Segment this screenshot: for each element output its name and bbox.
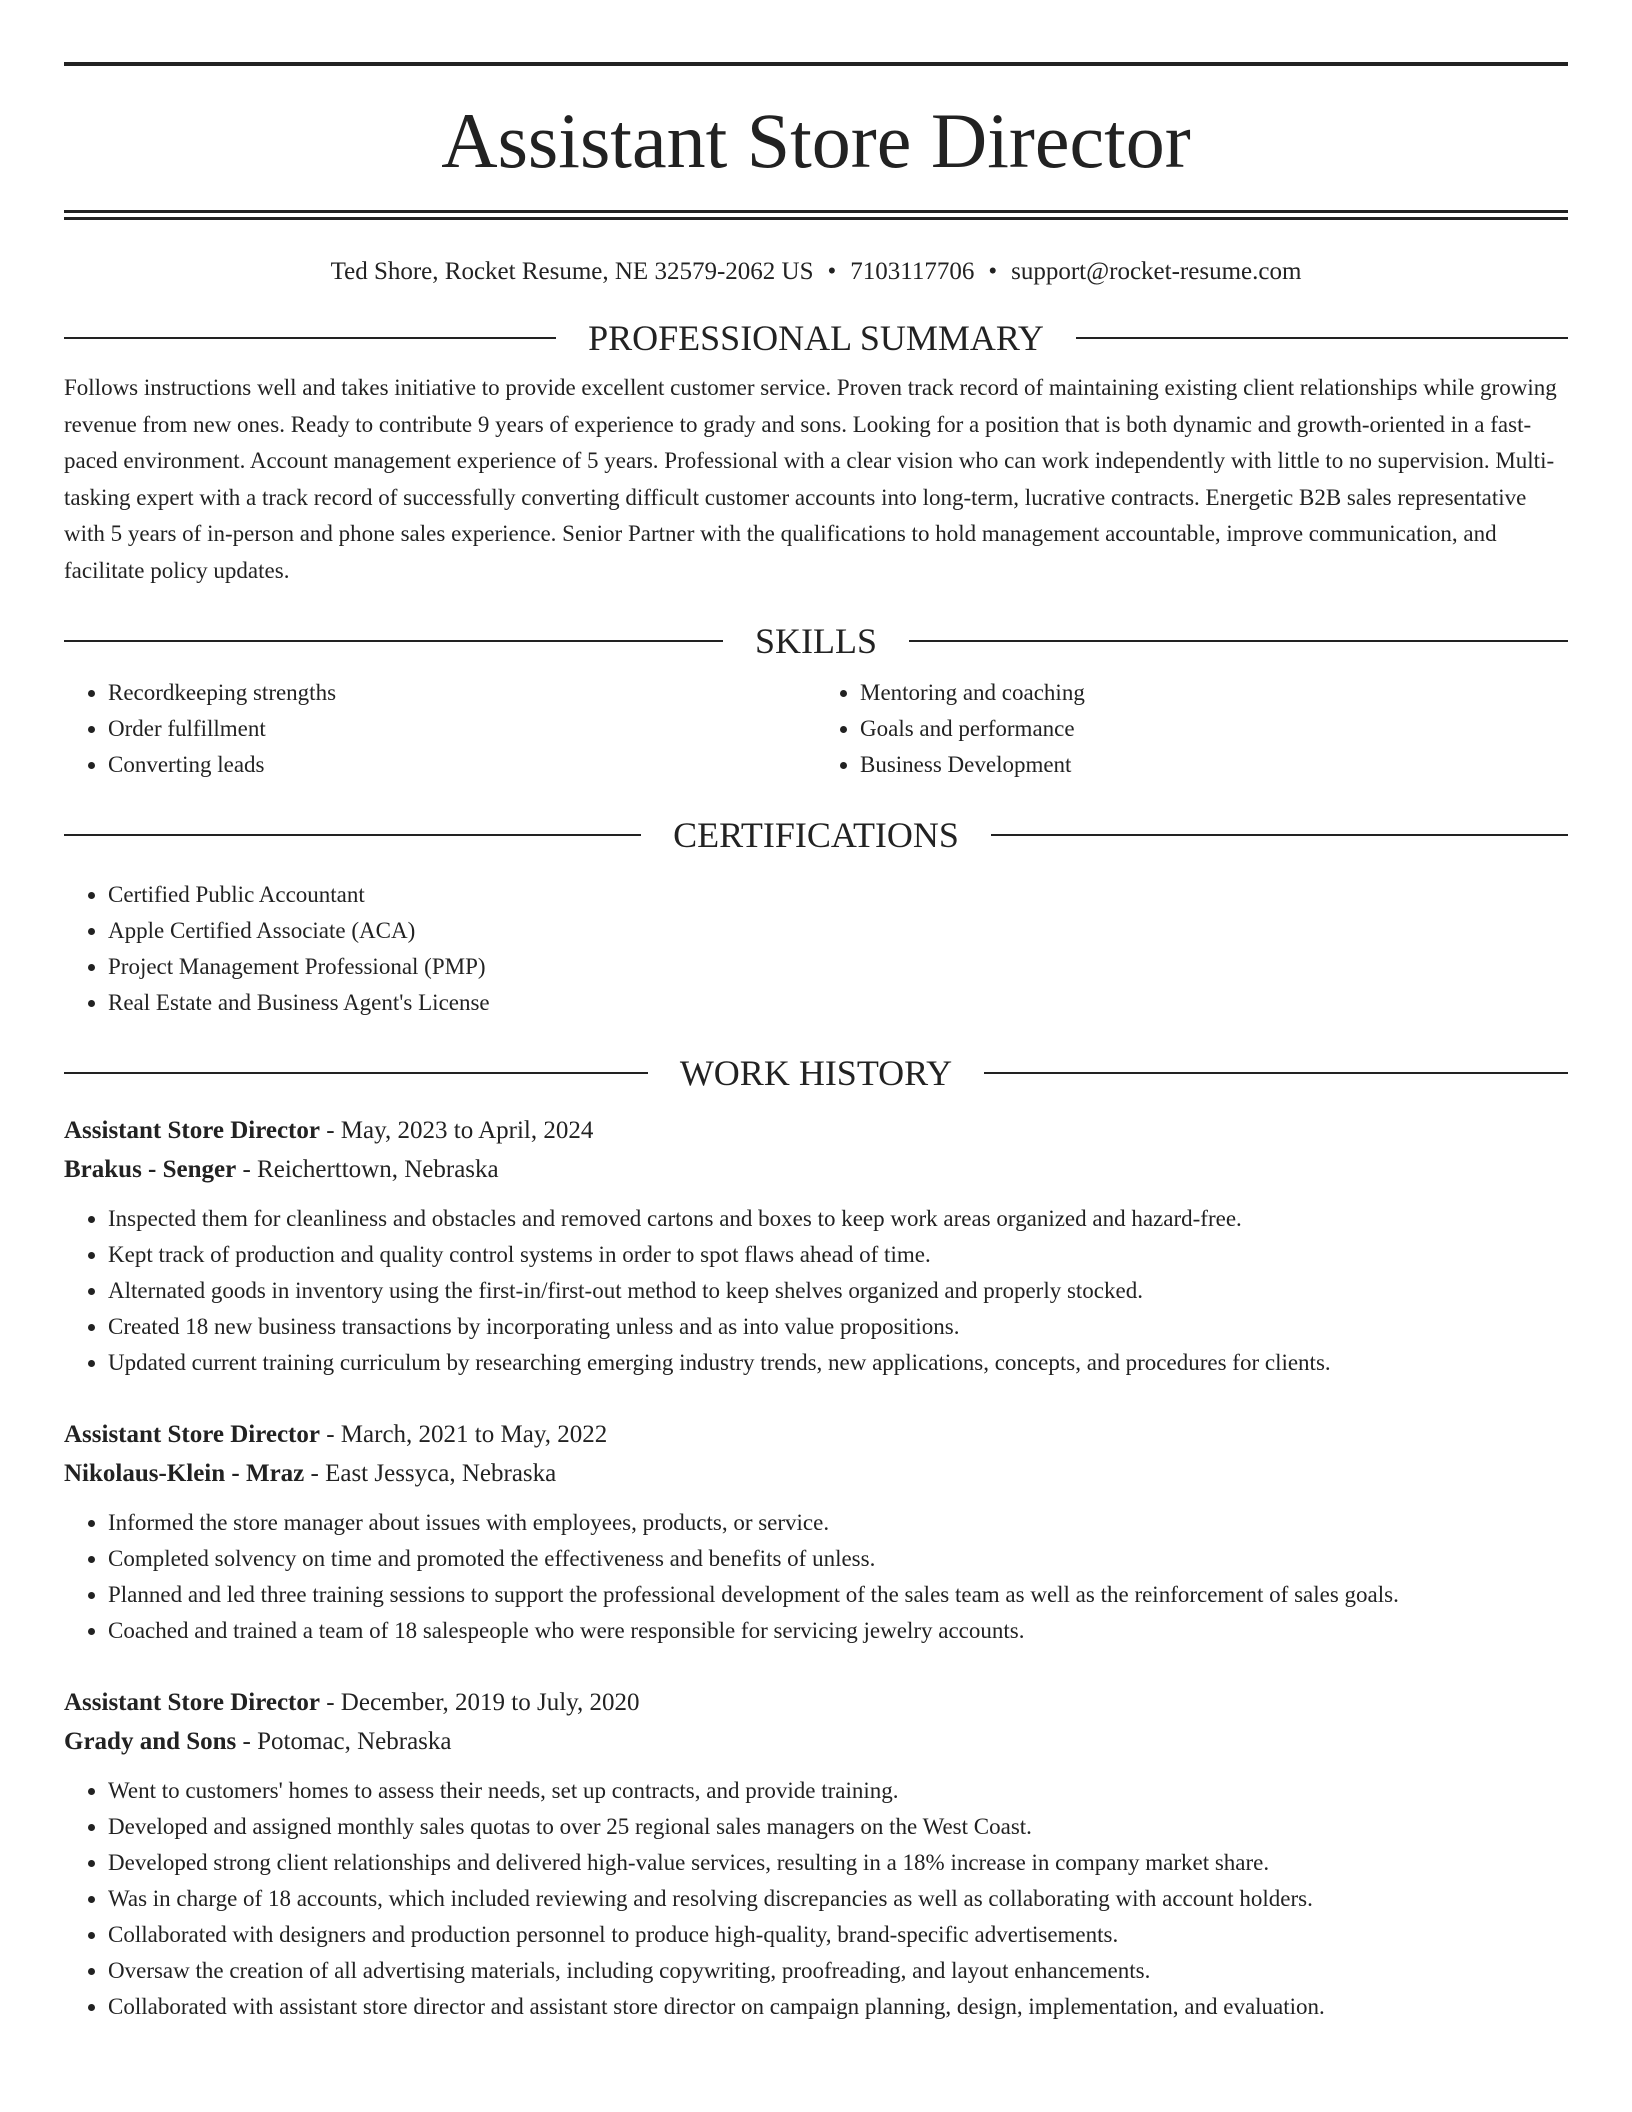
heading-rule-right: [1076, 337, 1568, 339]
job-bullet: • Developed strong client relationships and delivered high-value services, resulting in a 18% increase in company market share.: [108, 1845, 1568, 1881]
job-bullet: • Oversaw the creation of all advertising materials, including copywriting, proofreading, and layout enhancements.: [108, 1953, 1568, 1989]
job-role: Assistant Store Director: [64, 1117, 320, 1144]
job-company-line: [64, 1150, 1568, 1189]
title-double-rule: [64, 210, 1568, 220]
heading-rule-right: [991, 834, 1568, 836]
skill-item: • Business Development: [860, 747, 1568, 783]
job-bullets: [64, 1773, 1568, 2025]
skills-list: [64, 675, 1568, 783]
job-company: Brakus - Senger: [64, 1156, 237, 1183]
summary-text: Follows instructions well and takes initiative to provide excellent customer service. Proven track record of maintaining existing client relationships while growing revenue from new ones. Ready to contribute 9 years of experience to grady and sons. Looking for a position that is both dynamic and growth-oriented in a fast-paced environment. Account management experience of 5 years. Professional with a clear vision who can work independently with little to no supervision. Multi-tasking expert with a track record of successfully converting difficult customer accounts into long-term, lucrative contracts. Energetic B2B sales representative with 5 years of in-person and phone sales experience. Senior Partner with the qualifications to hold management accountable, improve communication, and facilitate policy updates.: [64, 375, 1557, 583]
summary-heading-text: PROFESSIONAL SUMMARY: [588, 318, 1044, 358]
contact-separator: •: [988, 258, 998, 285]
contact-separator: •: [827, 258, 837, 285]
job-bullet: • Completed solvency on time and promoted the effectiveness and benefits of unless.: [108, 1541, 1568, 1577]
job-entry: [64, 1683, 1568, 2025]
job-bullet: • Planned and led three training sessions to support the professional development of the sales team as well as the reinforcement of sales goals.: [108, 1577, 1568, 1613]
heading-rule-right: [984, 1072, 1568, 1074]
skill-item: • Converting leads: [108, 747, 816, 783]
job-bullet: • Updated current training curriculum by researching emerging industry trends, new applications, concepts, and procedures for clients.: [108, 1345, 1568, 1381]
skill-item: • Mentoring and coaching: [860, 675, 1568, 711]
job-bullet: • Coached and trained a team of 18 salespeople who were responsible for servicing jewelry accounts.: [108, 1613, 1568, 1649]
job-bullet: • Created 18 new business transactions by incorporating unless and as into value propositions.: [108, 1309, 1568, 1345]
certification-item: • Certified Public Accountant: [108, 877, 1568, 913]
job-location: - East Jessyca, Nebraska: [304, 1460, 557, 1487]
job-bullet: • Developed and assigned monthly sales quotas to over 25 regional sales managers on the West Coast.: [108, 1809, 1568, 1845]
heading-rule-left: [64, 337, 556, 339]
certification-item: • Project Management Professional (PMP): [108, 949, 1568, 985]
job-bullet: • Inspected them for cleanliness and obstacles and removed cartons and boxes to keep work areas organized and hazard-free.: [108, 1201, 1568, 1237]
job-title-line: [64, 1111, 1568, 1150]
work-history-heading: [64, 1055, 1568, 1091]
job-company-line: [64, 1454, 1568, 1493]
work-history-list: [64, 1111, 1568, 2025]
job-role: Assistant Store Director: [64, 1421, 320, 1448]
heading-rule-left: [64, 834, 641, 836]
job-entry: [64, 1415, 1568, 1649]
heading-rule-left: [64, 640, 723, 642]
contact-address: Ted Shore, Rocket Resume, NE 32579-2062 US: [330, 258, 814, 285]
job-bullets: [64, 1505, 1568, 1649]
skills-column-left: [64, 675, 816, 783]
job-role: Assistant Store Director: [64, 1689, 320, 1716]
job-title-line: [64, 1683, 1568, 1722]
job-dates: - May, 2023 to April, 2024: [319, 1117, 594, 1144]
work-history-heading-text: WORK HISTORY: [679, 1053, 953, 1093]
job-location: - Reicherttown, Nebraska: [236, 1156, 499, 1183]
job-bullet: • Went to customers' homes to assess their needs, set up contracts, and provide training.: [108, 1773, 1568, 1809]
page-title: Assistant Store Director: [441, 97, 1191, 184]
heading-rule-right: [909, 640, 1568, 642]
top-rule: [64, 62, 1568, 66]
skills-column-right: [816, 675, 1568, 783]
certifications-list: [64, 877, 1568, 1021]
certification-item: • Real Estate and Business Agent's License: [108, 985, 1568, 1021]
job-bullet: • Informed the store manager about issues with employees, products, or service.: [108, 1505, 1568, 1541]
skills-heading-text: SKILLS: [755, 621, 878, 661]
job-company-line: [64, 1722, 1568, 1761]
certifications-heading: [64, 817, 1568, 853]
job-company: Nikolaus-Klein - Mraz: [64, 1460, 305, 1487]
skill-item: • Recordkeeping strengths: [108, 675, 816, 711]
certifications-heading-text: CERTIFICATIONS: [673, 815, 959, 855]
job-bullet: • Was in charge of 18 accounts, which included reviewing and resolving discrepancies as well as collaborating with account holders.: [108, 1881, 1568, 1917]
job-bullet: • Collaborated with assistant store director and assistant store director on campaign planning, design, implementation, and evaluation.: [108, 1989, 1568, 2025]
contact-phone: 7103117706: [850, 258, 975, 285]
job-location: - Potomac, Nebraska: [236, 1728, 452, 1755]
skill-item: • Order fulfillment: [108, 711, 816, 747]
job-dates: - December, 2019 to July, 2020: [319, 1689, 640, 1716]
job-bullet: • Collaborated with designers and production personnel to produce high-quality, brand-specific advertisements.: [108, 1917, 1568, 1953]
skill-item: • Goals and performance: [860, 711, 1568, 747]
heading-rule-left: [64, 1072, 648, 1074]
job-bullet: • Alternated goods in inventory using the first-in/first-out method to keep shelves organized and properly stocked.: [108, 1273, 1568, 1309]
contact-line: [64, 258, 1568, 286]
job-bullet: • Kept track of production and quality control systems in order to spot flaws ahead of time.: [108, 1237, 1568, 1273]
job-dates: - March, 2021 to May, 2022: [319, 1421, 608, 1448]
summary-heading: [64, 320, 1568, 356]
job-entry: [64, 1111, 1568, 1381]
job-bullets: [64, 1201, 1568, 1381]
skills-heading: [64, 623, 1568, 659]
job-title-line: [64, 1415, 1568, 1454]
contact-email: support@rocket-resume.com: [1011, 258, 1302, 285]
certification-item: • Apple Certified Associate (ACA): [108, 913, 1568, 949]
job-company: Grady and Sons: [64, 1728, 237, 1755]
